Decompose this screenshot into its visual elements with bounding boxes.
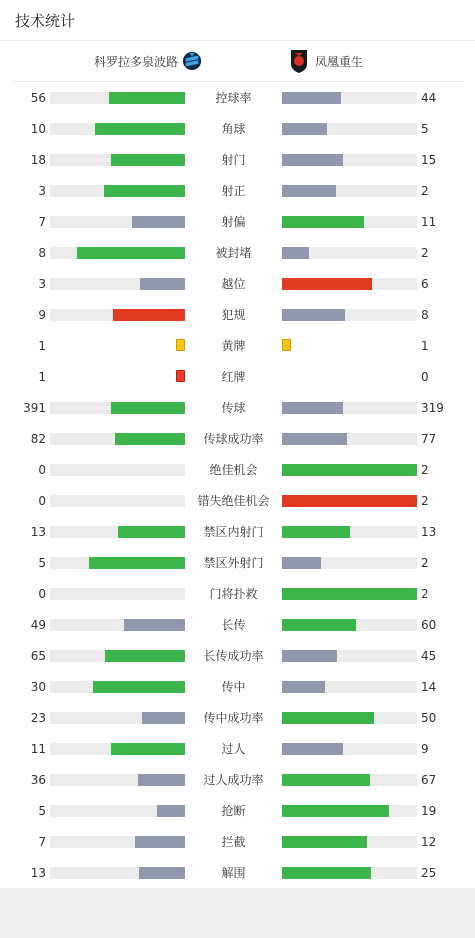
away-stat-bar	[282, 867, 417, 879]
stat-row	[0, 237, 475, 268]
stat-row	[0, 330, 475, 361]
stat-row	[0, 299, 475, 330]
away-stat-bar	[282, 805, 417, 817]
away-bar-fill	[282, 712, 374, 724]
home-team	[10, 49, 237, 73]
stat-label: 禁区内射门	[203, 525, 264, 539]
away-bar-fill	[282, 464, 417, 476]
stat-row	[0, 361, 475, 392]
stat-row	[0, 113, 475, 144]
stat-label: 控球率	[215, 91, 252, 105]
home-stat-bar	[50, 743, 185, 755]
stat-row	[0, 795, 475, 826]
away-bar-fill	[282, 278, 372, 290]
home-bar-fill	[89, 557, 185, 569]
stat-label: 拦截	[221, 835, 246, 849]
away-stat-bar	[282, 340, 417, 352]
stat-label: 传球成功率	[203, 432, 264, 446]
home-bar-fill	[124, 619, 185, 631]
away-bar-fill	[282, 681, 325, 693]
stat-label: 角球	[221, 122, 246, 136]
away-bar-fill	[282, 588, 417, 600]
away-bar-fill	[282, 526, 350, 538]
stat-row	[0, 268, 475, 299]
away-stat-value: 60	[421, 617, 437, 632]
home-stat-value: 1	[38, 369, 46, 384]
stat-label: 被封堵	[215, 246, 252, 260]
home-stat-bar	[50, 867, 185, 879]
away-bar-fill	[282, 216, 364, 228]
away-stat-bar	[282, 774, 417, 786]
home-bar-fill	[157, 805, 185, 817]
stat-label: 禁区外射门	[203, 556, 264, 570]
stat-row	[0, 578, 475, 609]
away-stat-bar	[282, 836, 417, 848]
away-bar-fill	[282, 836, 367, 848]
home-bar-fill	[138, 774, 185, 786]
away-stat-bar	[282, 123, 417, 135]
away-bar-fill	[282, 309, 345, 321]
stat-row	[0, 733, 475, 764]
home-stat-value: 18	[30, 152, 46, 167]
stat-label: 红牌	[221, 370, 246, 384]
home-stat-value: 391	[23, 400, 46, 415]
stat-row	[0, 516, 475, 547]
home-stat-value: 3	[38, 183, 46, 198]
away-stat-value: 2	[421, 555, 429, 570]
home-stat-value: 82	[30, 431, 46, 446]
stat-label: 射正	[221, 184, 246, 198]
away-stat-value: 5	[421, 121, 429, 136]
stat-row	[0, 640, 475, 671]
stat-label: 长传成功率	[203, 649, 264, 663]
home-stat-bar	[50, 433, 185, 445]
stat-row	[0, 764, 475, 795]
home-bar-fill	[142, 712, 185, 724]
away-stat-value: 6	[421, 276, 429, 291]
away-bar-fill	[282, 774, 370, 786]
away-stat-value: 11	[421, 214, 437, 229]
away-stat-value: 67	[421, 772, 437, 787]
stat-row	[0, 609, 475, 640]
home-bar-fill	[77, 247, 185, 259]
home-stat-bar	[50, 464, 185, 476]
home-bar-fill	[95, 123, 185, 135]
away-bar-fill	[282, 123, 327, 135]
stat-row	[0, 82, 475, 113]
stat-label: 长传	[221, 618, 246, 632]
home-stat-bar	[50, 123, 185, 135]
away-stat-value: 50	[421, 710, 437, 725]
home-bar-fill	[132, 216, 185, 228]
home-stat-value: 5	[38, 555, 46, 570]
home-stat-bar	[50, 588, 185, 600]
away-stat-bar	[282, 681, 417, 693]
home-stat-bar	[50, 495, 185, 507]
home-stat-value: 0	[38, 493, 46, 508]
away-stat-bar	[282, 309, 417, 321]
yellow-card-icon	[282, 339, 291, 351]
home-stat-bar	[50, 526, 185, 538]
away-bar-fill	[282, 247, 309, 259]
away-stat-bar	[282, 371, 417, 383]
home-stat-value: 10	[30, 121, 46, 136]
stat-label: 黄牌	[221, 339, 246, 353]
home-bar-fill	[139, 867, 185, 879]
stat-row	[0, 175, 475, 206]
away-stat-value: 2	[421, 493, 429, 508]
away-stat-value: 9	[421, 741, 429, 756]
home-stat-bar	[50, 712, 185, 724]
home-stat-value: 11	[30, 741, 46, 756]
stat-label: 解围	[221, 866, 246, 880]
stat-row	[0, 144, 475, 175]
colorado-switchbacks-logo	[182, 49, 202, 73]
home-team-name: 科罗拉多泉波路	[93, 54, 178, 69]
stat-row	[0, 702, 475, 733]
away-stat-value: 319	[421, 400, 444, 415]
stat-label: 射门	[221, 153, 246, 167]
away-stat-bar	[282, 712, 417, 724]
away-stat-value: 8	[421, 307, 429, 322]
page-title: 技术统计	[15, 11, 76, 30]
away-stat-bar	[282, 92, 417, 104]
stat-row	[0, 857, 475, 888]
home-stat-bar	[50, 185, 185, 197]
home-bar-fill	[104, 185, 185, 197]
home-bar-fill	[111, 154, 185, 166]
home-stat-bar	[50, 92, 185, 104]
yellow-card-icon	[176, 339, 185, 351]
home-stat-value: 36	[30, 772, 46, 787]
away-stat-bar	[282, 464, 417, 476]
away-bar-fill	[282, 154, 343, 166]
away-bar-fill	[282, 743, 343, 755]
away-bar-fill	[282, 619, 356, 631]
away-stat-bar	[282, 247, 417, 259]
home-stat-bar	[50, 557, 185, 569]
home-stat-value: 7	[38, 834, 46, 849]
away-stat-bar	[282, 433, 417, 445]
home-stat-value: 23	[30, 710, 46, 725]
home-stat-value: 13	[30, 524, 46, 539]
stat-label: 错失绝佳机会	[197, 494, 270, 508]
home-stat-bar	[50, 340, 185, 352]
away-stat-bar	[282, 650, 417, 662]
home-bar-fill	[111, 402, 185, 414]
away-stat-value: 2	[421, 462, 429, 477]
away-stat-bar	[282, 278, 417, 290]
away-stat-bar	[282, 619, 417, 631]
stat-row	[0, 206, 475, 237]
section-header	[0, 0, 475, 41]
stat-label: 传中	[221, 680, 246, 694]
away-bar-fill	[282, 867, 371, 879]
home-stat-value: 0	[38, 462, 46, 477]
home-bar-fill	[115, 433, 185, 445]
away-stat-value: 45	[421, 648, 437, 663]
away-stat-bar	[282, 588, 417, 600]
teams-row	[10, 41, 465, 82]
home-stat-value: 1	[38, 338, 46, 353]
home-stat-value: 9	[38, 307, 46, 322]
away-stat-value: 25	[421, 865, 437, 880]
home-bar-fill	[109, 92, 185, 104]
home-stat-value: 13	[30, 865, 46, 880]
away-team	[237, 49, 363, 73]
home-bar-fill	[140, 278, 185, 290]
home-stat-bar	[50, 402, 185, 414]
home-bar-fill	[113, 309, 185, 321]
home-stat-value: 49	[30, 617, 46, 632]
away-stat-value: 13	[421, 524, 437, 539]
stat-label: 犯规	[221, 308, 246, 322]
away-bar-fill	[282, 495, 417, 507]
home-bar-fill	[135, 836, 185, 848]
red-card-icon	[176, 370, 185, 382]
stat-row	[0, 826, 475, 857]
home-stat-bar	[50, 154, 185, 166]
stat-label: 抢断	[221, 804, 246, 818]
away-stat-value: 77	[421, 431, 437, 446]
home-stat-bar	[50, 681, 185, 693]
away-stat-value: 2	[421, 183, 429, 198]
home-stat-bar	[50, 309, 185, 321]
away-stat-bar	[282, 185, 417, 197]
home-bar-fill	[93, 681, 185, 693]
away-stat-bar	[282, 495, 417, 507]
home-stat-bar	[50, 805, 185, 817]
away-team-name: 凤凰重生	[315, 54, 364, 69]
home-stat-bar	[50, 836, 185, 848]
away-stat-value: 0	[421, 369, 429, 384]
away-stat-bar	[282, 402, 417, 414]
away-stat-bar	[282, 154, 417, 166]
home-stat-value: 56	[30, 90, 46, 105]
stats-list	[0, 82, 475, 888]
phoenix-rising-logo	[289, 49, 309, 73]
stat-label: 传中成功率	[203, 711, 264, 725]
away-bar-fill	[282, 805, 389, 817]
home-bar-fill	[105, 650, 185, 662]
stat-row	[0, 392, 475, 423]
away-stat-value: 12	[421, 834, 437, 849]
away-stat-bar	[282, 743, 417, 755]
home-stat-value: 5	[38, 803, 46, 818]
stat-label: 过人成功率	[203, 773, 264, 787]
away-stat-value: 19	[421, 803, 437, 818]
stat-label: 过人	[221, 742, 246, 756]
stat-label: 传球	[221, 401, 246, 415]
stat-label: 越位	[221, 277, 246, 291]
stat-label: 门将扑救	[209, 587, 258, 601]
stat-row	[0, 547, 475, 578]
home-stat-bar	[50, 216, 185, 228]
away-stat-value: 44	[421, 90, 437, 105]
away-bar-fill	[282, 92, 341, 104]
home-stat-value: 65	[30, 648, 46, 663]
away-stat-value: 1	[421, 338, 429, 353]
home-stat-bar	[50, 247, 185, 259]
home-stat-value: 3	[38, 276, 46, 291]
home-stat-bar	[50, 650, 185, 662]
away-bar-fill	[282, 185, 336, 197]
home-stat-value: 8	[38, 245, 46, 260]
away-stat-bar	[282, 557, 417, 569]
away-stat-value: 14	[421, 679, 437, 694]
away-stat-value: 2	[421, 586, 429, 601]
away-stat-bar	[282, 216, 417, 228]
stat-row	[0, 485, 475, 516]
home-bar-fill	[118, 526, 186, 538]
stat-row	[0, 423, 475, 454]
home-stat-bar	[50, 278, 185, 290]
away-stat-value: 15	[421, 152, 437, 167]
home-stat-bar	[50, 774, 185, 786]
stat-label: 绝佳机会	[209, 463, 258, 477]
away-bar-fill	[282, 557, 321, 569]
away-bar-fill	[282, 402, 343, 414]
home-stat-value: 30	[30, 679, 46, 694]
away-bar-fill	[282, 433, 347, 445]
home-stat-bar	[50, 371, 185, 383]
home-stat-bar	[50, 619, 185, 631]
home-bar-fill	[111, 743, 185, 755]
away-bar-fill	[282, 650, 337, 662]
away-stat-value: 2	[421, 245, 429, 260]
stat-row	[0, 671, 475, 702]
home-stat-value: 0	[38, 586, 46, 601]
home-stat-value: 7	[38, 214, 46, 229]
away-stat-bar	[282, 526, 417, 538]
stat-row	[0, 454, 475, 485]
stat-label: 射偏	[221, 215, 246, 229]
